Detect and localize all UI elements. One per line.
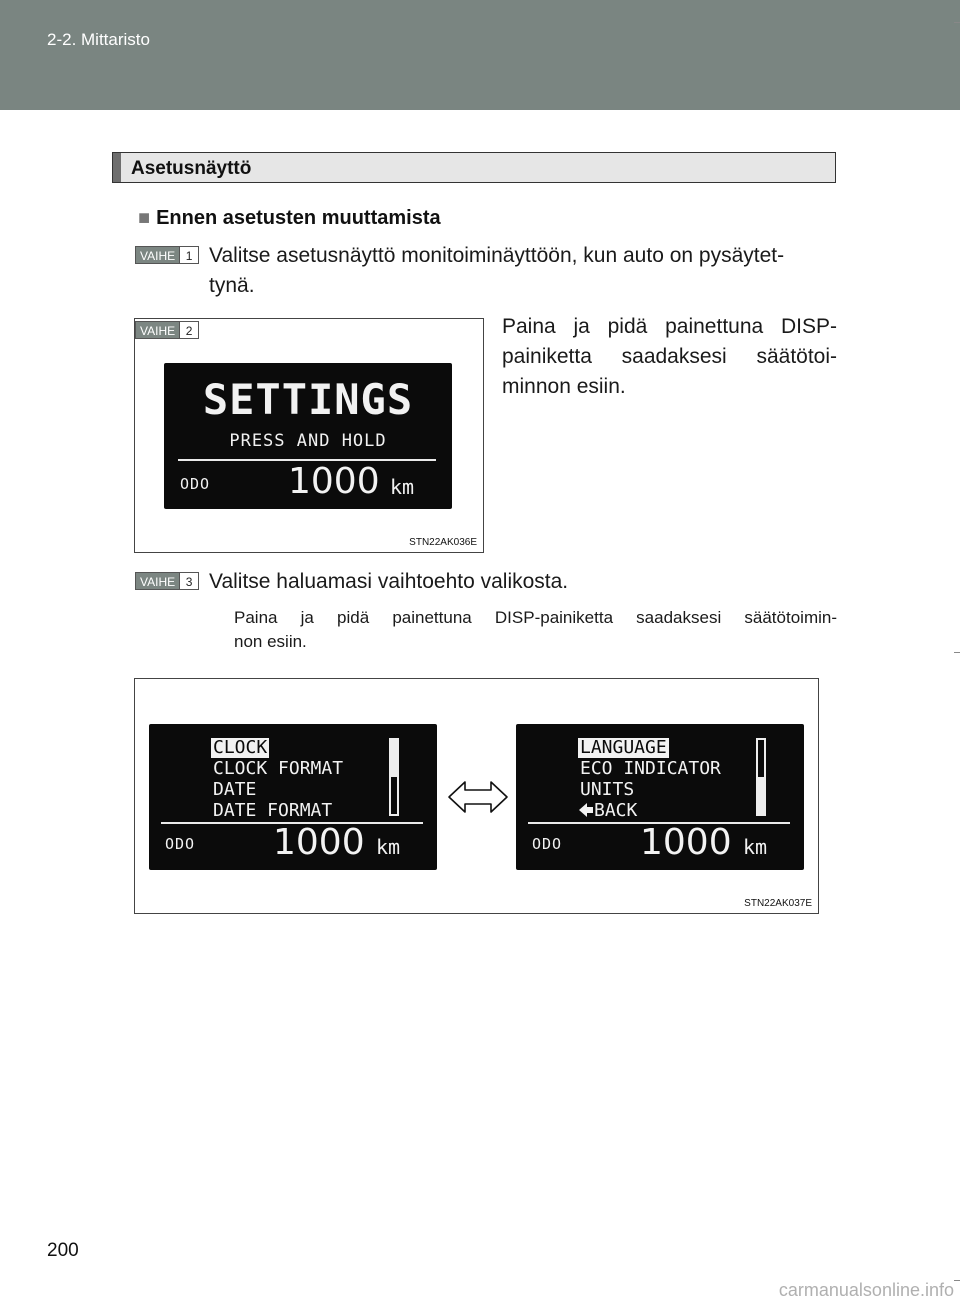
lcd-unit: km [743,835,768,859]
step-badge-2 [135,321,199,339]
lcd-odo-value: 1000 [288,461,380,502]
lcd-unit: km [390,475,415,499]
lcd-odo-value: 1000 [640,822,732,863]
menu-item-units: UNITS [580,779,635,800]
step-1-text [209,241,837,301]
lcd-subtitle: PRESS AND HOLD [229,431,387,451]
figure-code: STN22AK036E [409,537,477,548]
double-arrow-icon [447,779,509,815]
step-label: VAIHE [135,321,179,339]
step-badge-1 [135,246,199,264]
step-2-line-3: minnon esiin. [502,375,626,398]
menu-item-date: DATE [213,779,257,800]
chapter-title: 2-2. Mittaristo [47,30,150,49]
left-arrow-icon [578,802,594,818]
section-header [112,152,836,183]
step-2-line-2: painiketta saadaksesi säätötoi- [502,345,837,368]
menu-item-date-format: DATE FORMAT [213,800,333,821]
step-3-note-line-2: non esiin. [234,632,307,651]
figure-code: STN22AK037E [744,898,812,909]
watermark: carmanualsonline.info [778,1280,954,1300]
page-number: 200 [47,1240,79,1261]
lcd-settings-display [164,363,452,509]
menu-item-language: LANGUAGE [580,737,667,758]
scrollbar-left [389,738,399,816]
step-1-line-1: Valitse asetusnäyttö monitoiminäyttöön, kun auto on pysäytet- [209,244,785,267]
subheading [138,207,441,230]
lcd-odo-value: 1000 [273,822,365,863]
header-band [0,0,960,110]
lcd-unit: km [376,835,401,859]
step-number: 2 [179,321,199,339]
lcd-menu-right [516,724,804,870]
step-3-note [234,606,837,654]
section-accent [113,153,121,182]
scrollbar-thumb [758,777,764,814]
menu-item-back-label: BACK [594,800,638,821]
menu-item-back [578,801,637,821]
subheading-text: Ennen asetusten muuttamista [156,207,441,229]
crop-mark [954,1280,960,1281]
lcd-title: SETTINGS [202,375,414,424]
figure-menu [134,678,819,914]
step-1-line-2: tynä. [209,274,255,297]
menu-item-clock-format: CLOCK FORMAT [213,758,344,779]
crop-mark [954,652,960,653]
lcd-odo-label: ODO [180,475,211,493]
step-3-note-line-1: Paina ja pidä painettuna DISP-painiketta saadaksesi säätötoimin- [234,608,837,627]
lcd-menu-left [149,724,437,870]
step-2-text [502,312,837,402]
square-bullet-icon: ■ [138,207,151,229]
scrollbar-right [756,738,766,816]
step-number: 3 [179,572,199,590]
menu-item-eco-indicator: ECO INDICATOR [580,758,721,779]
section-title: Asetusnäyttö [131,158,252,179]
step-label: VAIHE [135,572,179,590]
menu-item-clock: CLOCK [213,737,268,758]
step-2-line-1: Paina ja pidä painettuna DISP- [502,315,837,338]
lcd-odo-label: ODO [532,835,563,853]
step-badge-3 [135,572,199,590]
step-3-text: Valitse haluamasi vaihtoehto valikosta. [209,570,569,593]
scrollbar-thumb [391,740,397,777]
step-number: 1 [179,246,199,264]
step-label: VAIHE [135,246,179,264]
lcd-odo-label: ODO [165,835,196,853]
crop-mark [954,22,960,23]
figure-settings [134,318,484,553]
